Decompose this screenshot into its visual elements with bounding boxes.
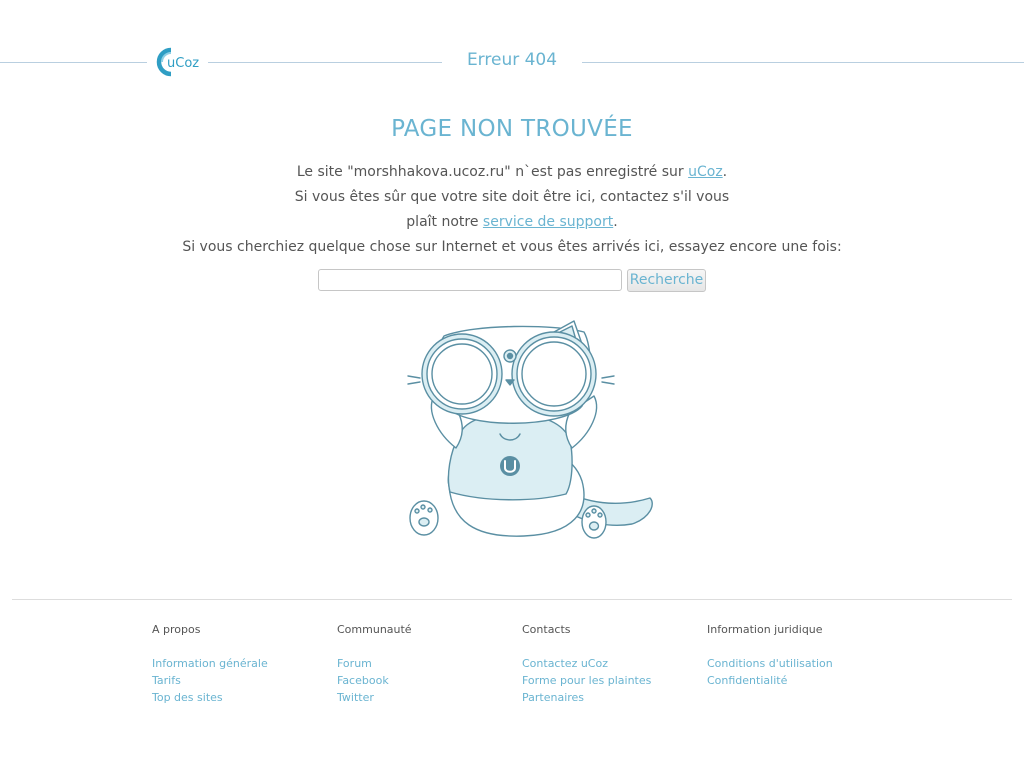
search-input[interactable] [318,269,622,291]
ucoz-logo-icon[interactable] [155,46,203,78]
svg-text:uCoz: uCoz [167,56,200,71]
header-divider-left [0,62,147,63]
footer-column-about [152,622,332,706]
footer-heading: Communauté [337,623,412,636]
footer-column-legal [707,622,887,689]
search-button[interactable]: Recherche [627,269,706,292]
footer-heading: Information juridique [707,623,823,636]
message-text: . [613,214,618,230]
footer-link-contact-ucoz[interactable]: Contactez uCoz [522,657,608,670]
footer-link-terms[interactable]: Conditions d'utilisation [707,657,833,670]
footer-link-general-info[interactable]: Information générale [152,657,268,670]
footer-heading: Contacts [522,623,571,636]
message-text: plaît notre [406,214,483,230]
header-divider-right [582,62,1024,63]
footer-link-privacy[interactable]: Confidentialité [707,674,788,687]
message-line-3 [0,210,1024,235]
footer-heading: A propos [152,623,201,636]
footer-column-contacts [522,622,702,706]
message-text: . [722,164,728,180]
footer-divider [12,599,1012,600]
message-text: Le site "morshhakova.ucoz.ru" n`est pas enregistré sur [296,164,689,180]
error-code-title: Erreur 404 [466,50,558,70]
header-divider-middle [208,62,442,63]
footer-column-community [337,622,517,706]
footer-link-complaint-form[interactable]: Forme pour les plaintes [522,674,652,687]
footer-link-top-sites[interactable]: Top des sites [152,691,223,704]
cat-with-binoculars-illustration [404,316,660,544]
support-service-link[interactable]: service de support [482,214,614,230]
ucoz-link[interactable]: uCoz [688,164,723,180]
footer-link-twitter[interactable]: Twitter [337,691,374,704]
message-line-1 [0,160,1024,185]
footer-link-forum[interactable]: Forum [337,657,372,670]
message-line-4: Si vous cherchiez quelque chose sur Internet et vous êtes arrivés ici, essayez encore une fois: [182,239,842,255]
page-title: PAGE NON TROUVÉE [391,116,633,142]
footer-link-facebook[interactable]: Facebook [337,674,389,687]
footer-link-partners[interactable]: Partenaires [522,691,585,704]
message-line-2: Si vous êtes sûr que votre site doit être ici, contactez s'il vous [294,189,730,205]
footer-link-pricing[interactable]: Tarifs [152,674,181,687]
